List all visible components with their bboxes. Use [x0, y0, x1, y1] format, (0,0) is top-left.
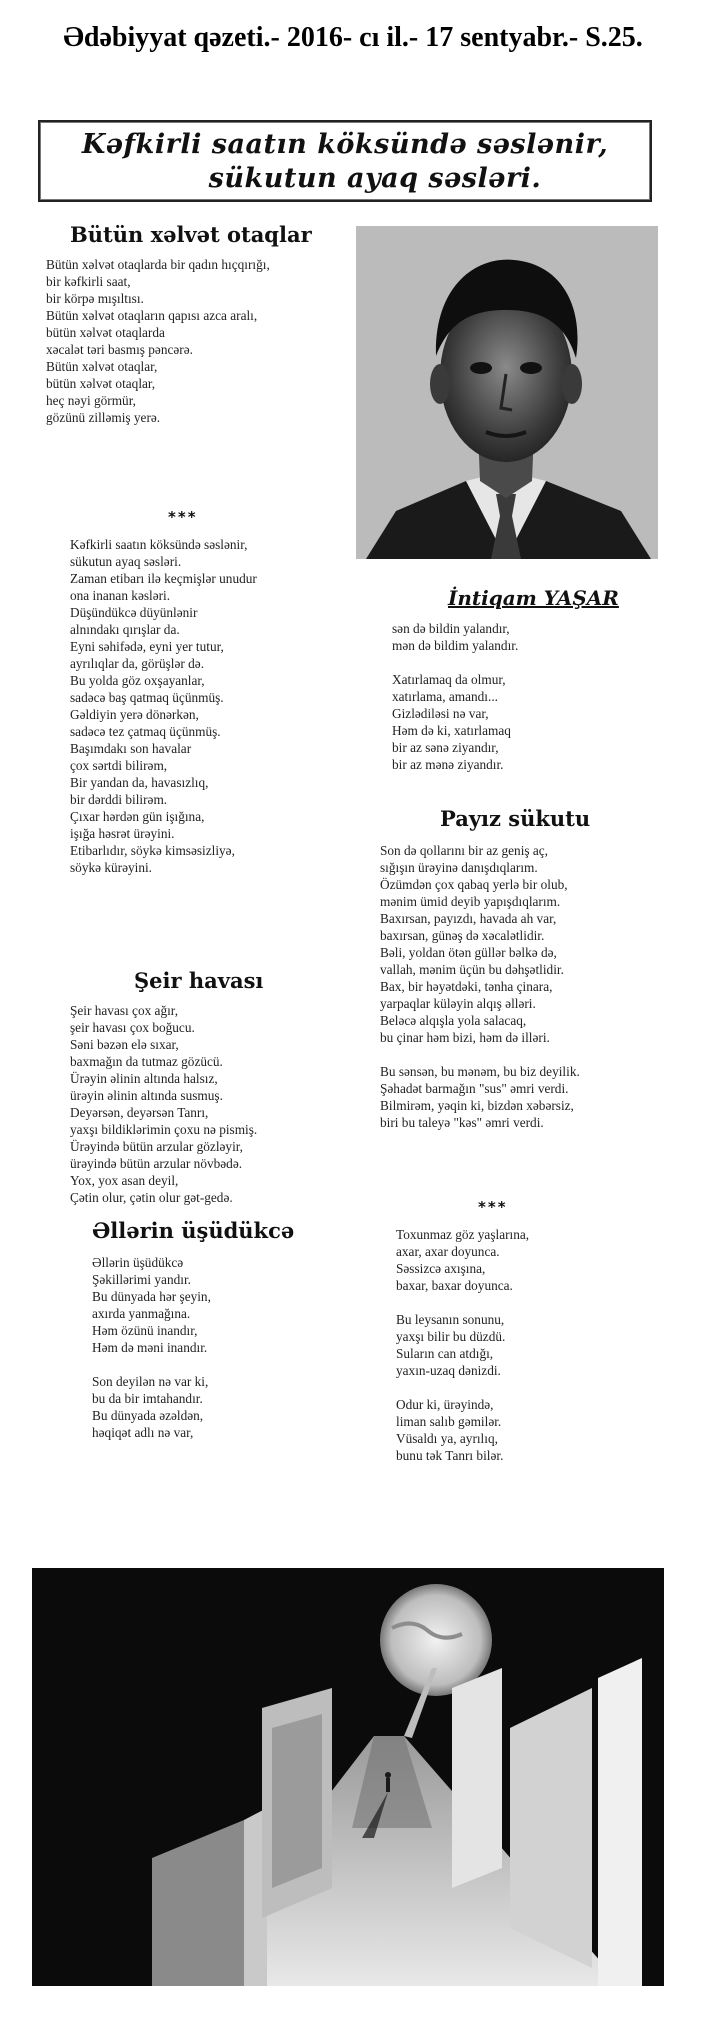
headline-banner: [38, 120, 652, 202]
stanza-gap: [396, 1294, 529, 1311]
poem-line: Son deyilən nə var ki,: [92, 1374, 209, 1389]
stanza-gap: [92, 1356, 211, 1373]
poem-line: Həm də ki, xatırlamaq: [392, 723, 511, 738]
poem-line: Bilmirəm, yəqin ki, bizdən xəbərsiz,: [380, 1098, 574, 1113]
poem-line: Baxırsan, payızdı, havada ah var,: [380, 911, 557, 926]
poem-2-continued: [392, 620, 518, 773]
poem-line: mən də bildim yalandır.: [392, 638, 519, 653]
poem-line: Beləcə alqışla yola salacaq,: [380, 1013, 527, 1028]
poem-line: mənim ümid deyib yapışdıqlarım.: [380, 894, 561, 909]
poem-line: Bir yandan da, havasızlıq,: [70, 775, 209, 790]
poem-line: Bu yolda göz oxşayanlar,: [70, 673, 205, 688]
poem-line: Səni bəzən elə sıxar,: [70, 1037, 179, 1052]
poem-line: Vüsaldı ya, ayrılıq,: [396, 1431, 498, 1446]
section-separator: ***: [478, 1198, 508, 1216]
poem-line: ona inanan kəsləri.: [70, 588, 171, 603]
stanza-gap: [380, 1046, 580, 1063]
poem-line: xəcalət təri basmış pəncərə.: [46, 342, 193, 357]
poem-line: şeir havası çox boğucu.: [70, 1020, 195, 1035]
poem-line: baxar, baxar doyunca.: [396, 1278, 513, 1293]
author-name: İntiqam YAŞAR: [448, 586, 619, 610]
poem-line: Gizlədiləsi nə var,: [392, 706, 489, 721]
poem-line: Bu leysanın sonunu,: [396, 1312, 505, 1327]
poem-line: heç nəyi görmür,: [46, 393, 136, 408]
stanza-gap: [392, 654, 518, 671]
poem-line: Bütün xəlvət otaqlar,: [46, 359, 158, 374]
poem-line: alnındakı qırışlar da.: [70, 622, 180, 637]
poem-line: ürəyin əlinin altında susmuş.: [70, 1088, 223, 1103]
poem-line: Zaman etibarı ilə keçmişlər unudur: [70, 571, 257, 586]
poem-line: bir dərddi bilirəm.: [70, 792, 168, 807]
poem-line: Eyni səhifədə, eyni yer tutur,: [70, 639, 224, 654]
poem-line: bu da bir imtahandır.: [92, 1391, 203, 1406]
poem-line: bütün xəlvət otaqlarda: [46, 325, 165, 340]
poem-4: [92, 1254, 211, 1441]
poem-line: yaxın-uzaq dənizdi.: [396, 1363, 501, 1378]
poem-line: Ürəyin əlinin altında halsız,: [70, 1071, 218, 1086]
poem-line: Ürəyində bütün arzular gözləyir,: [70, 1139, 243, 1154]
poem-line: Bu dünyada əzəldən,: [92, 1408, 204, 1423]
poem-line: söykə kürəyini.: [70, 860, 152, 875]
poem-line: Düşündükcə düyünlənir: [70, 605, 198, 620]
poem-line: yaxşı bilir bu düzdü.: [396, 1329, 506, 1344]
poem-line: bunu tək Tanrı bilər.: [396, 1448, 504, 1463]
poem-title-3: Şeir havası: [134, 968, 264, 993]
poem-line: sığışın ürəyinə danışdıqlarım.: [380, 860, 538, 875]
poem-line: bir körpə mışıltısı.: [46, 291, 144, 306]
poem-line: bir az sənə ziyandır,: [392, 740, 499, 755]
poem-line: Çətin olur, çətin olur gət-gedə.: [70, 1190, 233, 1205]
poem-line: Suların can atdığı,: [396, 1346, 494, 1361]
poem-title-1: Bütün xəlvət otaqlar: [70, 222, 312, 247]
headline-line-2: sükutun ayaq səsləri.: [208, 163, 542, 194]
poem-line: Son də qollarını bir az geniş aç,: [380, 843, 549, 858]
stanza-gap: [396, 1379, 529, 1396]
section-separator: ***: [168, 508, 198, 526]
poem-line: Həm də məni inandır.: [92, 1340, 208, 1355]
poem-1: [46, 256, 270, 426]
poem-line: sadəcə baş qatmaq üçünmüş.: [70, 690, 224, 705]
poem-line: sükutun ayaq səsləri.: [70, 554, 182, 569]
poem-line: xatırlama, amandı...: [392, 689, 498, 704]
poem-line: Bax, bir həyətdəki, tənha çinara,: [380, 979, 553, 994]
poem-line: Bu sənsən, bu mənəm, bu biz deyilik.: [380, 1064, 580, 1079]
poem-line: sən də bildin yalandır,: [392, 621, 510, 636]
poem-line: Bu dünyada hər şeyin,: [92, 1289, 211, 1304]
surreal-illustration-drawing: [32, 1568, 664, 1986]
poem-line: biri bu taleyə "kəs" əmri verdi.: [380, 1115, 544, 1130]
poem-line: liman salıb gəmilər.: [396, 1414, 502, 1429]
poem-line: Yox, yox asan deyil,: [70, 1173, 179, 1188]
poem-line: Həm özünü inandır,: [92, 1323, 198, 1338]
poem-line: bir az mənə ziyandır.: [392, 757, 504, 772]
poem-line: bir kəfkirli saat,: [46, 274, 131, 289]
poem-line: Toxunmaz göz yaşlarına,: [396, 1227, 530, 1242]
poem-line: Etibarlıdır, söykə kimsəsizliyə,: [70, 843, 235, 858]
poem-line: bu çinar həm bizi, həm də illəri.: [380, 1030, 550, 1045]
poem-line: Şəkillərimi yandır.: [92, 1272, 191, 1287]
poem-line: Şəhadət barmağın "sus" əmri verdi.: [380, 1081, 569, 1096]
poem-line: bütün xəlvət otaqlar,: [46, 376, 156, 391]
poem-line: Şeir havası çox ağır,: [70, 1003, 179, 1018]
poem-line: həqiqət adlı nə var,: [92, 1425, 194, 1440]
poem-2: [70, 536, 257, 876]
poem-line: Özümdən çox qabaq yerlə bir olub,: [380, 877, 568, 892]
poem-line: Xatırlamaq da olmur,: [392, 672, 506, 687]
poem-line: ayrılıqlar da, görüşlər də.: [70, 656, 205, 671]
poem-line: Çıxar hərdən gün işığına,: [70, 809, 205, 824]
headline-line-1: Kəfkirli saatın köksündə səslənir,: [81, 129, 609, 160]
source-line: Ədəbiyyat qəzeti.- 2016- cı il.- 17 sentyabr.- S.25.: [63, 22, 643, 53]
poem-6: [396, 1226, 529, 1464]
author-portrait: [356, 226, 658, 559]
poem-5: [380, 842, 580, 1131]
poem-line: Bütün xəlvət otaqlarda bir qadın hıçqırığı,: [46, 257, 270, 272]
poem-line: Gəldiyin yerə dönərkən,: [70, 707, 199, 722]
poem-title-5: Payız sükutu: [440, 806, 591, 831]
poem-line: işığa həsrət ürəyini.: [70, 826, 175, 841]
poem-line: Səssizcə axışına,: [396, 1261, 486, 1276]
poem-line: Əllərin üşüdükcə: [92, 1255, 184, 1270]
poem-line: ürəyində bütün arzular növbədə.: [70, 1156, 243, 1171]
poem-line: vallah, mənim üçün bu dəhşətlidir.: [380, 962, 564, 977]
poem-line: baxırsan, günəş də xəcalətlidir.: [380, 928, 545, 943]
poem-line: axar, axar doyunca.: [396, 1244, 500, 1259]
poem-line: Kəfkirli saatın köksündə səslənir,: [70, 537, 248, 552]
poem-line: Bəli, yoldan ötən güllər bəlkə də,: [380, 945, 557, 960]
poem-3: [70, 1002, 257, 1206]
poem-title-4: Əllərin üşüdükcə: [92, 1218, 295, 1243]
poem-line: Başımdakı son havalar: [70, 741, 192, 756]
poem-line: Deyərsən, deyərsən Tanrı,: [70, 1105, 209, 1120]
poem-line: yaxşı bildiklərimin çoxu nə pismiş.: [70, 1122, 258, 1137]
poem-line: Bütün xəlvət otaqların qapısı azca aralı,: [46, 308, 258, 323]
poem-line: sadəcə tez çatmaq üçünmüş.: [70, 724, 221, 739]
author-portrait-drawing: [356, 226, 658, 559]
poem-line: Odur ki, ürəyində,: [396, 1397, 494, 1412]
surreal-illustration: [32, 1568, 664, 1986]
poem-line: çox sərtdi bilirəm,: [70, 758, 168, 773]
poem-line: axırda yanmağına.: [92, 1306, 191, 1321]
poem-line: yarpaqlar küləyin alqış əlləri.: [380, 996, 536, 1011]
poem-line: baxmağın da tutmaz gözücü.: [70, 1054, 223, 1069]
poem-line: gözünü zilləmiş yerə.: [46, 410, 161, 425]
